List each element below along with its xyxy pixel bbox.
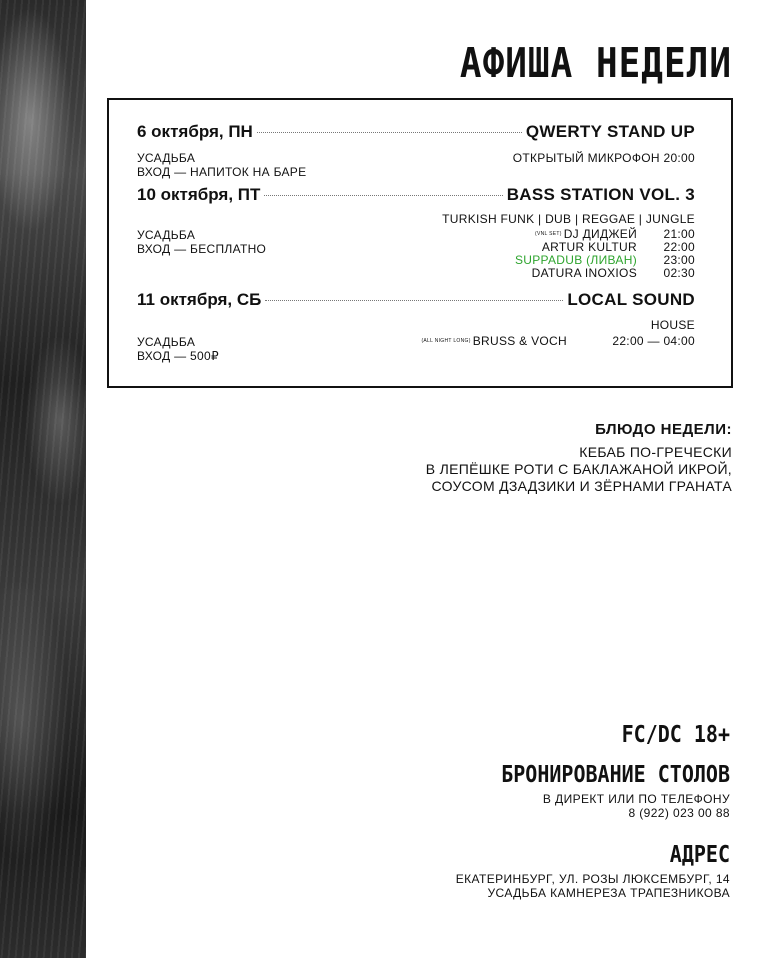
event-genres: TURKISH FUNK | DUB | REGGAE | JUNGLE [442,212,695,226]
event-entry: ВХОД — 500₽ [137,349,219,363]
age-policy: FC/DC 18+ [621,720,730,748]
dotted-leader [257,132,522,133]
address-line: ЕКАТЕРИНБУРГ, УЛ. РОЗЫ ЛЮКСЕМБУРГ, 14 [455,872,730,886]
event-date: 11 октября, СБ [137,290,262,309]
event-venue: УСАДЬБА [137,335,196,349]
lineup-time: 23:00 [663,253,695,267]
dish-heading: БЛЮДО НЕДЕЛИ: [595,421,732,438]
lineup-time: 22:00 — 04:00 [612,334,695,348]
dotted-leader [265,300,563,301]
lineup-time: 22:00 [663,240,695,254]
lineup-row [421,335,695,348]
dish-line: СОУСОМ ДЗАДЗИКИ И ЗЁРНАМИ ГРАНАТА [431,478,732,494]
booking-heading: БРОНИРОВАНИЕ СТОЛОВ [501,760,730,788]
lineup-time: 02:30 [663,266,695,280]
lineup-note: (VNL SET) [535,231,562,237]
event-lineup [515,228,695,280]
lineup-artist: BRUSS & VOCH [472,334,567,348]
dish-line: КЕБАБ ПО-ГРЕЧЕСКИ [579,444,732,460]
lineup-artist: ARTUR KULTUR [541,240,637,254]
dotted-leader [264,195,502,196]
grunge-strip [0,0,86,958]
event-name: BASS STATION VOL. 3 [506,185,695,204]
event-genres: HOUSE [650,318,695,332]
event-date: 6 октября, ПН [137,122,253,141]
address-info [456,872,730,900]
lineup-note: (ALL NIGHT LONG) [421,338,471,344]
lineup-artist: DJ ДИДЖЕЙ [563,227,637,241]
event-entry: ВХОД — БЕСПЛАТНО [137,242,267,256]
event-venue: УСАДЬБА [137,228,196,242]
booking-info [543,792,730,820]
event-header [137,185,695,205]
booking-phone: 8 (922) 023 00 88 [628,806,730,820]
lineup-row [515,267,695,280]
dish-line: В ЛЕПЁШКЕ РОТИ С БАКЛАЖАНОЙ ИКРОЙ, [425,461,732,477]
dish-description [426,444,732,495]
event-date: 10 октября, ПТ [137,185,261,204]
address-line: УСАДЬБА КАМНЕРЕЗА ТРАПЕЗНИКОВА [487,886,730,900]
booking-line: В ДИРЕКТ ИЛИ ПО ТЕЛЕФОНУ [542,792,730,806]
event-lineup [421,335,695,348]
event-header [137,290,695,310]
event-name: QWERTY STAND UP [525,122,695,141]
page-title: АФИША НЕДЕЛИ [459,40,732,88]
event-venue: УСАДЬБА [137,151,196,165]
event-header [137,122,695,142]
lineup-time: 21:00 [663,227,695,241]
event-entry: ВХОД — НАПИТОК НА БАРЕ [137,165,307,179]
event-name: LOCAL SOUND [567,290,695,309]
events-box [107,98,733,388]
lineup-artist: DATURA INOXIOS [531,266,637,280]
lineup-artist-highlight: SUPPADUB (ЛИВАН) [514,253,637,267]
event-details: ОТКРЫТЫЙ МИКРОФОН 20:00 [512,151,695,165]
address-heading: АДРЕС [669,840,730,868]
